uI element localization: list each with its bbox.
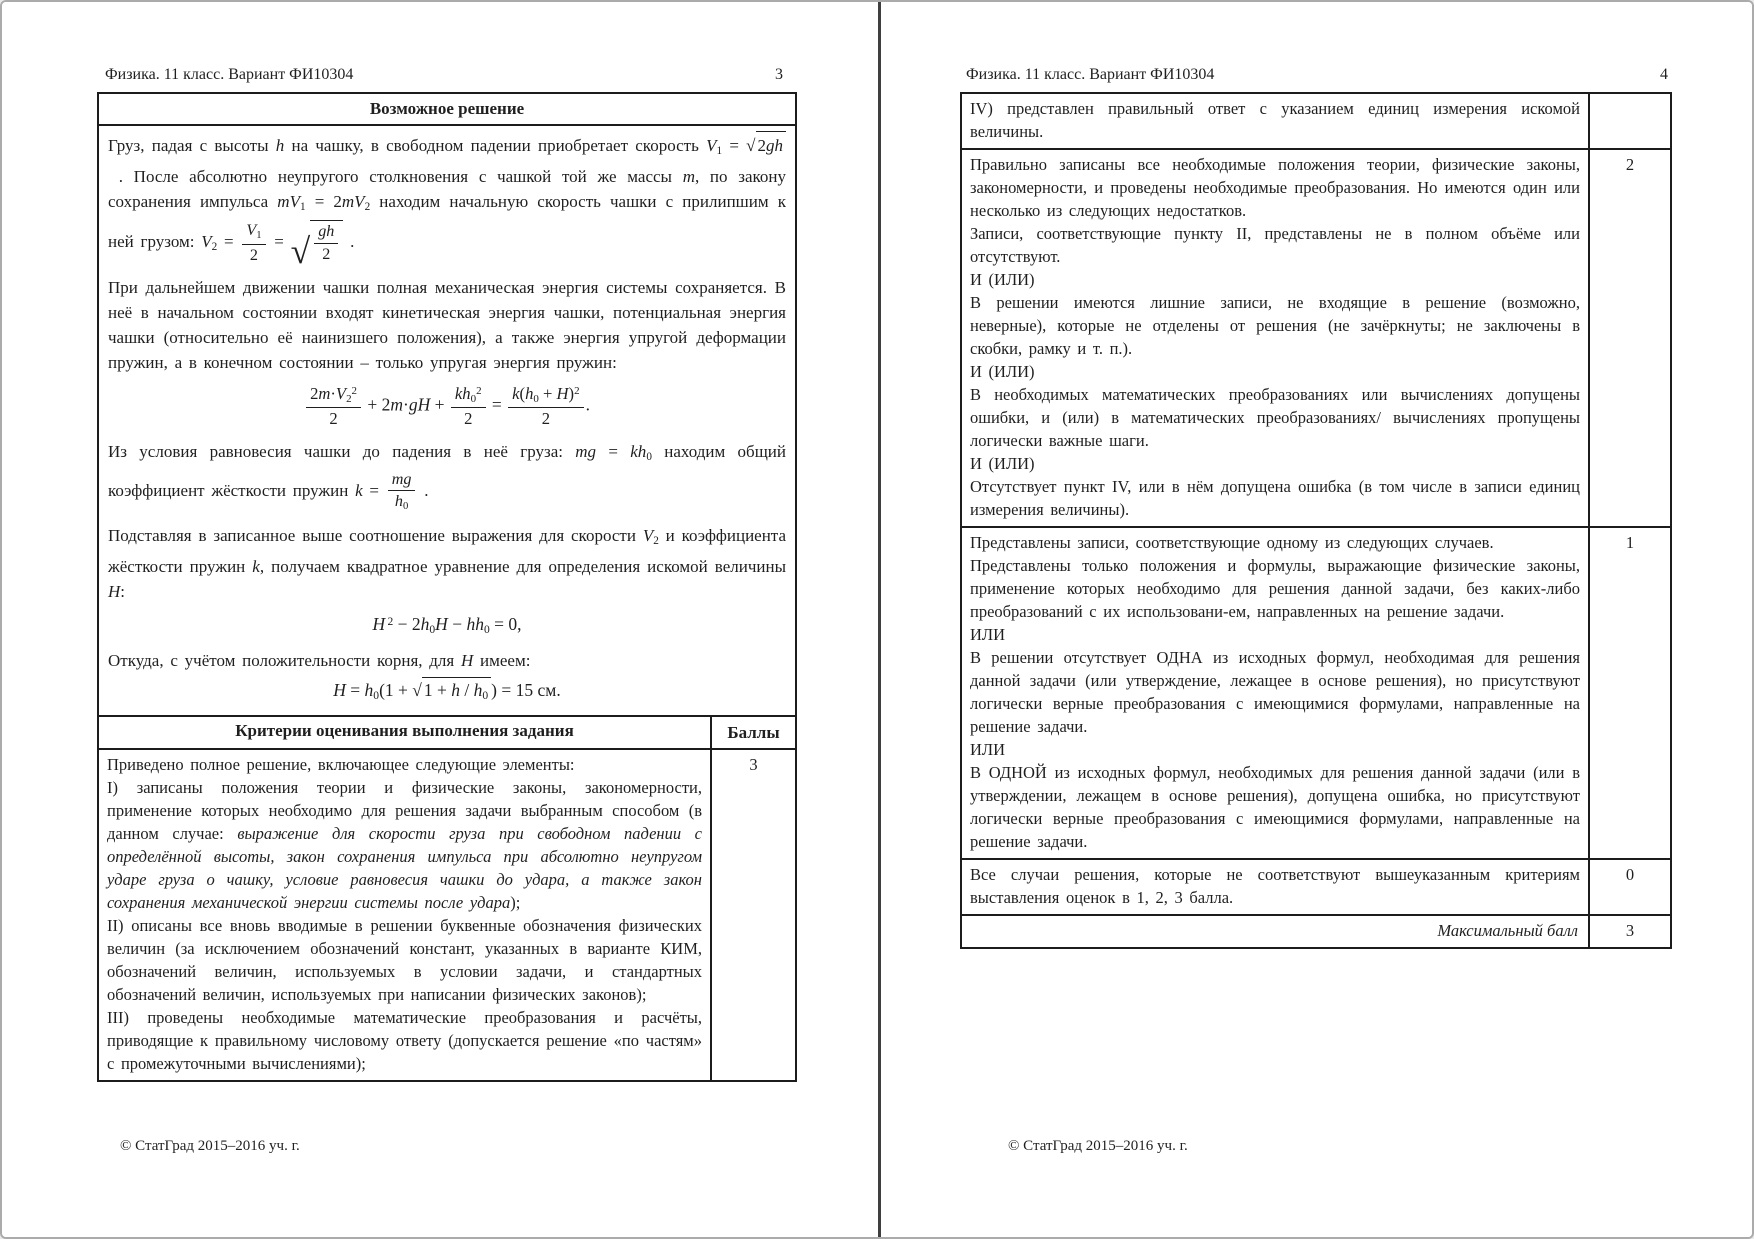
max-score-row — [962, 914, 1670, 947]
solution-formula: $H = h_0(1$ + √ $1 + h / h_0$ ) = 15 см. — [108, 677, 786, 704]
criteria-row — [962, 94, 1670, 148]
page-4 — [881, 2, 1752, 1237]
max-score-label: Максимальный балл — [962, 916, 1590, 947]
solution-table — [97, 92, 797, 749]
page-3 — [2, 2, 878, 1237]
solution-formula: $\frac{2m\cdot V_2^2}{2}$ + 2m·gH + $\frac{kh_0^2}{2}$ = $\frac{k(h_0 + H)^2}{2}$ . — [108, 384, 786, 429]
criteria-cell: Правильно записаны все необходимые положения теории, физические законы, закономерности, и проведены необходимые преобразования. Но имеются один или несколько из следующих недостатков. Записи, соответствующие пункту II, представлены не в полном объёме или отсутствуют. И (ИЛИ) В решении имеются лишние записи, не входящие в решение (возможно, неверные), которые не отделены от решения (не зачёркнуты; не заключены в скобки, рамку и т. п.). И (ИЛИ) В необходимых математических преобразованиях или вычислениях допущены ошибки, и (или) в математических преобразованиях/ вычислениях пропущены логически важные шаги. И (ИЛИ) Отсутствует пункт IV, или в нём допущена ошибка (в том числе в записи единиц измерения величины). — [962, 150, 1590, 526]
solution-paragraph: Из условия равновесия чашки до падения в неё груза: mg = $kh_0$ находим общий коэффициент жёсткости пружин k = $\frac{mg}{h_0}$ . — [108, 441, 786, 513]
criteria-row — [99, 748, 795, 1080]
solution-formula: H $^2 - 2h_0H - hh_0 = 0$, — [372, 614, 522, 637]
page-header-title: Физика. 11 класс. Вариант ФИ10304 — [966, 66, 1215, 83]
criteria-cell: IV) представлен правильный ответ с указанием единиц измерения искомой величины. — [962, 94, 1590, 148]
solution-table-title: Возможное решение — [99, 94, 795, 126]
criteria-row — [962, 148, 1670, 526]
criteria-cell: Приведено полное решение, включающее следующие элементы: I) записаны положения теории и физические законы, закономерности, применение которых необходимо для решения задачи выбранным способом (в данном случае: выражение для скорости груза при свободном падении с определённой высоты, закон сохранения импульса при абсолютно неупругом ударе груза о чашку, условие равновесия чашки до удара, а также закон сохранения механической энергии системы после удара); II) описаны все вновь вводимые в решении буквенные обозначения физических величин (за исключением обозначений констант, указанных в варианте КИМ, обозначений величин, используемых в условии задачи, и стандартных обозначений величин, используемых при написании физических законов); III) проведены необходимые математические преобразования и расчёты, приводящие к правильному числовому ответу (допускается решение «по частям» с промежуточными вычислениями); — [99, 750, 712, 1080]
page-number: 3 — [775, 66, 783, 83]
solution-table-body — [99, 126, 795, 747]
criteria-table-continued — [960, 92, 1672, 949]
points-cell: 2 — [1625, 155, 1635, 174]
copyright-text: © СтатГрад 2015–2016 уч. г. — [1008, 1138, 1188, 1154]
criteria-cell: Представлены записи, соответствующие одному из следующих случаев. Представлены только положения и формулы, выражающие физические законы, применение которых необходимо для решения данной задачи, без каких-либо преобразований с их использовани-ем, направленных на решение задачи. ИЛИ В решении отсутствует ОДНА из исходных формул, необходимая для решения данной задачи (или утверждение, лежащее в основе решения), но присутствуют логически верные преобразования с имеющимися формулами, направленные на решение задачи. ИЛИ В ОДНОЙ из исходных формул, необходимых для решения данной задачи (или в утверждении, лежащем в основе решения), допущена ошибка, но присутствуют логически верные преобразования с имеющимися формулами, направленные на решение задачи. — [962, 528, 1590, 858]
points-cell: 0 — [1625, 865, 1635, 884]
criteria-cell: Все случаи решения, которые не соответствуют вышеуказанным критериям выставления оценок в 1, 2, 3 балла. — [962, 860, 1590, 914]
page-number: 4 — [1660, 66, 1668, 83]
copyright-text: © СтатГрад 2015–2016 уч. г. — [120, 1138, 300, 1154]
points-header-label: Баллы — [727, 723, 780, 742]
criteria-header-row — [99, 717, 795, 748]
points-cell — [1590, 94, 1670, 148]
solution-paragraph: Груз, падая с высоты h на чашку, в свободном падении приобретает скорость $V_1$ = √ 2gh . После абсолютно неупругого столкновения с чашкой той же массы m, по закону сохранения импульса $mV_1 = 2mV_2$ находим начальную скорость чашки с прилипшим к ней грузом: $V_2$ = $\frac{V_1}{2}$ = √ $\frac{gh}{2}$ . — [108, 131, 786, 266]
criteria-table — [97, 715, 797, 1082]
solution-paragraph: Откуда, с учётом положительности корня, для H имеем: — [108, 651, 531, 671]
page-header-title: Физика. 11 класс. Вариант ФИ10304 — [105, 66, 354, 83]
criteria-header-label: Критерии оценивания выполнения задания — [99, 717, 712, 748]
points-cell: 1 — [1625, 533, 1635, 552]
criteria-row — [962, 526, 1670, 858]
solution-paragraph: Подставляя в записанное выше соотношение выражения для скорости $V_2$ и коэффициента жёсткости пружин k, получаем квадратное уравнение для определения искомой величины H: — [108, 526, 786, 602]
points-cell: 3 — [749, 755, 758, 774]
criteria-row — [962, 858, 1670, 914]
max-score-value: 3 — [1625, 921, 1635, 940]
solution-paragraph: При дальнейшем движении чашки полная механическая энергия системы сохраняется. В неё в начальном состоянии входят кинетическая энергия чашки, потенциальная энергия чашки (относительно её наинизшего положения), а также энергия упругой деформации пружин, а в конечном состоянии – только упругая энергия пружин: — [108, 277, 786, 372]
